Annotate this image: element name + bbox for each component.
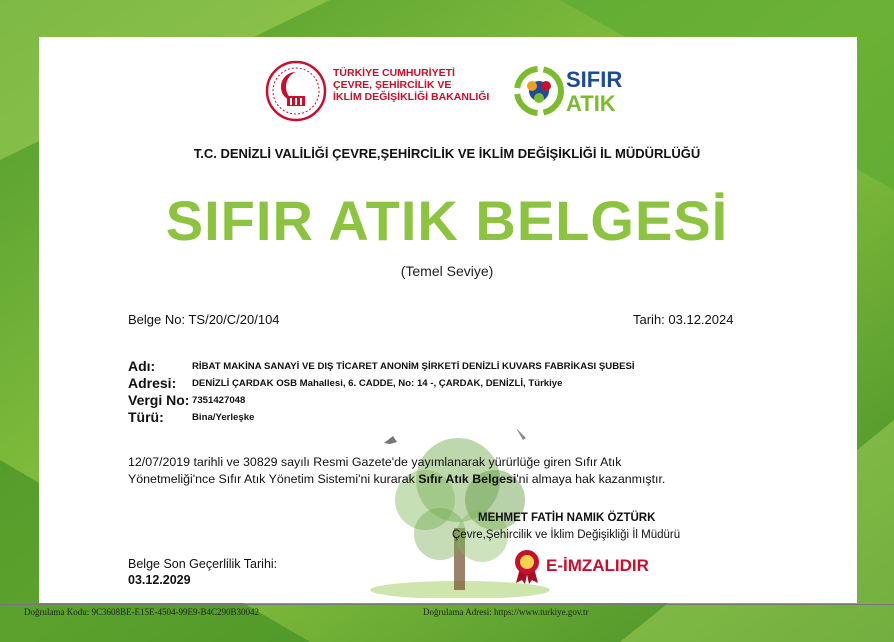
field-value-type: Bina/Yerleşke [192, 412, 255, 423]
expiry-date: 03.12.2029 [128, 573, 191, 587]
verification-code: Doğrulama Kodu: 9C3608BE-E15E-4504-99E9-B4C290B30042 [24, 607, 259, 617]
document-date: Tarih: 03.12.2024 [633, 312, 734, 327]
directorate-heading: T.C. DENİZLİ VALİLİĞİ ÇEVRE,ŞEHİRCİLİK VE İKLİM DEĞİŞİKLİĞİ İL MÜDÜRLÜĞÜ [193, 146, 701, 161]
ministry-line-2: ÇEVRE, ŞEHİRCİLİK VE [333, 79, 452, 91]
sifir-atik-logo-text [566, 68, 622, 116]
footer-divider [0, 604, 894, 605]
field-label-tax-no: Vergi No: [128, 392, 190, 408]
statement-line-2 [128, 471, 728, 488]
ministry-line-1: TÜRKİYE CUMHURİYETİ [333, 67, 455, 79]
signer-title: Çevre,Şehircilik ve İklim Değişikliği İl Müdürü [452, 529, 681, 541]
sifir-atik-logo-icon [512, 64, 566, 118]
statement-certificate-name: Sıfır Atık Belgesi [418, 472, 517, 486]
logo-sifir-word: SIFIR [566, 67, 623, 92]
field-label-type: Türü: [128, 409, 164, 425]
e-signature-label: E-İMZALIDIR [546, 556, 649, 575]
ministry-name [333, 67, 489, 103]
field-label-address: Adresi: [128, 375, 177, 391]
logo-atik-word: ATIK [566, 91, 616, 116]
field-value-name: RİBAT MAKİNA SANAYİ VE DIŞ TİCARET ANONİM ŞİRKETİ DENİZLİ KUVARS FABRİKASI ŞUBESİ [192, 361, 635, 372]
statement-line-1: 12/07/2019 tarihli ve 30829 sayılı Resmi Gazete'de yayımlanarak yürürlüğe giren Sıfır Atık [128, 455, 622, 469]
field-value-address: DENİZLİ ÇARDAK OSB Mahallesi, 6. CADDE, No: 14 -, ÇARDAK, DENİZLİ, Türkiye [192, 378, 563, 389]
statement-line-2-end: 'ni almaya hak kazanmıştır. [516, 472, 666, 486]
expiry-label: Belge Son Geçerlilik Tarihi: [128, 557, 278, 571]
certificate-title: SIFIR ATIK BELGESİ [165, 189, 729, 252]
statement-text [128, 454, 728, 488]
e-signature-rosette-icon [512, 548, 542, 584]
document-number: Belge No: TS/20/C/20/104 [128, 312, 280, 327]
verification-address: Doğrulama Adresi: https://www.turkiye.gov.tr [423, 607, 589, 617]
field-label-name: Adı: [128, 358, 156, 374]
certificate-level: (Temel Seviye) [400, 263, 494, 279]
field-value-tax-no: 7351427048 [192, 395, 246, 406]
ministry-emblem-icon [265, 60, 327, 122]
statement-line-2-start: Yönetmeliği'nce Sıfır Atık Yönetim Sistemi'ni kurarak [128, 472, 419, 486]
ministry-line-3: İKLİM DEĞİŞİKLİĞİ BAKANLIĞI [333, 91, 490, 103]
signer-name: MEHMET FATİH NAMIK ÖZTÜRK [478, 512, 656, 524]
